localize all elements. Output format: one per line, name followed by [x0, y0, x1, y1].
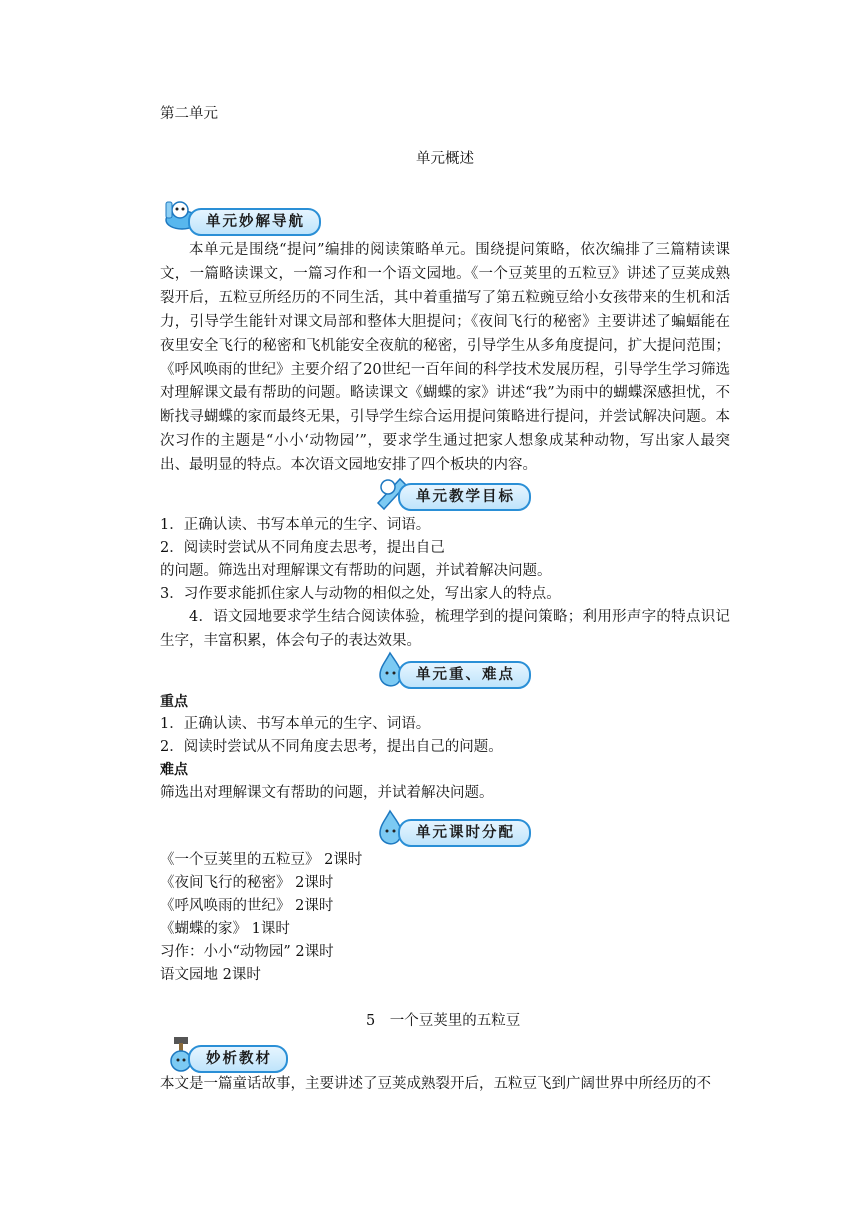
key-item: 2．阅读时尝试从不同角度去思考，提出自己的问题。: [160, 739, 503, 755]
schedule-item: 语文园地 2课时: [160, 967, 261, 983]
banner-goals: [370, 473, 540, 511]
banner-analysis-label: 妙析教材: [188, 1045, 288, 1073]
banner-guide: [160, 198, 360, 236]
schedule-item: 《一个豆荚里的五粒豆》 2课时: [160, 852, 363, 868]
key-item: 1．正确认读、书写本单元的生字、词语。: [160, 716, 431, 732]
unit-title: 第二单元: [160, 106, 218, 122]
schedule-item: 《蝴蝶的家》 1课时: [160, 921, 290, 937]
banner-analysis: [160, 1035, 300, 1073]
lesson-title: 5 一个豆荚里的五粒豆: [366, 1013, 521, 1029]
key-heading: 重点: [160, 694, 188, 710]
analysis-text: 本文是一篇童话故事，主要讲述了豆荚成熟裂开后，五粒豆飞到广阔世界中所经历的不: [160, 1076, 711, 1092]
schedule-item: 习作：小小“动物园” 2课时: [160, 944, 334, 960]
goal-item: 2．阅读时尝试从不同角度去思考，提出自己: [160, 540, 445, 556]
banner-key-points: [370, 651, 540, 689]
banner-goals-label: 单元教学目标: [398, 483, 531, 511]
difficulty-text: 筛选出对理解课文有帮助的问题，并试着解决问题。: [160, 785, 494, 801]
banner-key-points-label: 单元重、难点: [398, 661, 531, 689]
banner-schedule: [370, 809, 540, 847]
schedule-item: 《呼风唤雨的世纪》 2课时: [160, 898, 334, 914]
banner-schedule-label: 单元课时分配: [398, 819, 531, 847]
schedule-item: 《夜间飞行的秘密》 2课时: [160, 875, 334, 891]
goal-item: 3．习作要求能抓住家人与动物的相似之处，写出家人的特点。: [160, 586, 561, 602]
difficulty-heading: 难点: [160, 762, 188, 778]
intro-paragraph: 本单元是围绕“提问”编排的阅读策略单元。围绕提问策略，依次编排了三篇精读课文，一篇略读课文，一篇习作和一个语文园地。《一个豆荚里的五粒豆》讲述了豆荚成熟裂开后，五粒豆所经历的不同生活，其中着重描写了第五粒豌豆给小女孩带来的生机和活力，引导学生能针对课文局部和整体大胆提问；《夜间飞行的秘密》主要讲述了蝙蝠能在夜里安全飞行的秘密和飞机能安全夜航的秘密，引导学生从多角度提问，扩大提问范围；《呼风唤雨的世纪》主要介绍了20世纪一百年间的科学技术发展历程，引导学生学习筛选对理解课文最有帮助的问题。略读课文《蝴蝶的家》讲述“我”为雨中的蝴蝶深感担忧，不断找寻蝴蝶的家而最终无果，引导学生综合运用提问策略进行提问，并尝试解决问题。本次习作的主题是“小小‘动物园’”，要求学生通过把家人想象成某种动物，写出家人最突出、最明显的特点。本次语文园地安排了四个板块的内容。: [160, 242, 730, 474]
goal-item: 的问题。筛选出对理解课文有帮助的问题，并试着解决问题。: [160, 563, 552, 579]
overview-title: 单元概述: [416, 151, 474, 167]
goal-item: 1．正确认读、书写本单元的生字、词语。: [160, 517, 431, 533]
goal-item-4: 4．语文园地要求学生结合阅读体验，梳理学到的提问策略；利用形声字的特点识记生字，丰富积累，体会句子的表达效果。: [160, 609, 730, 649]
banner-guide-label: 单元妙解导航: [188, 208, 321, 236]
